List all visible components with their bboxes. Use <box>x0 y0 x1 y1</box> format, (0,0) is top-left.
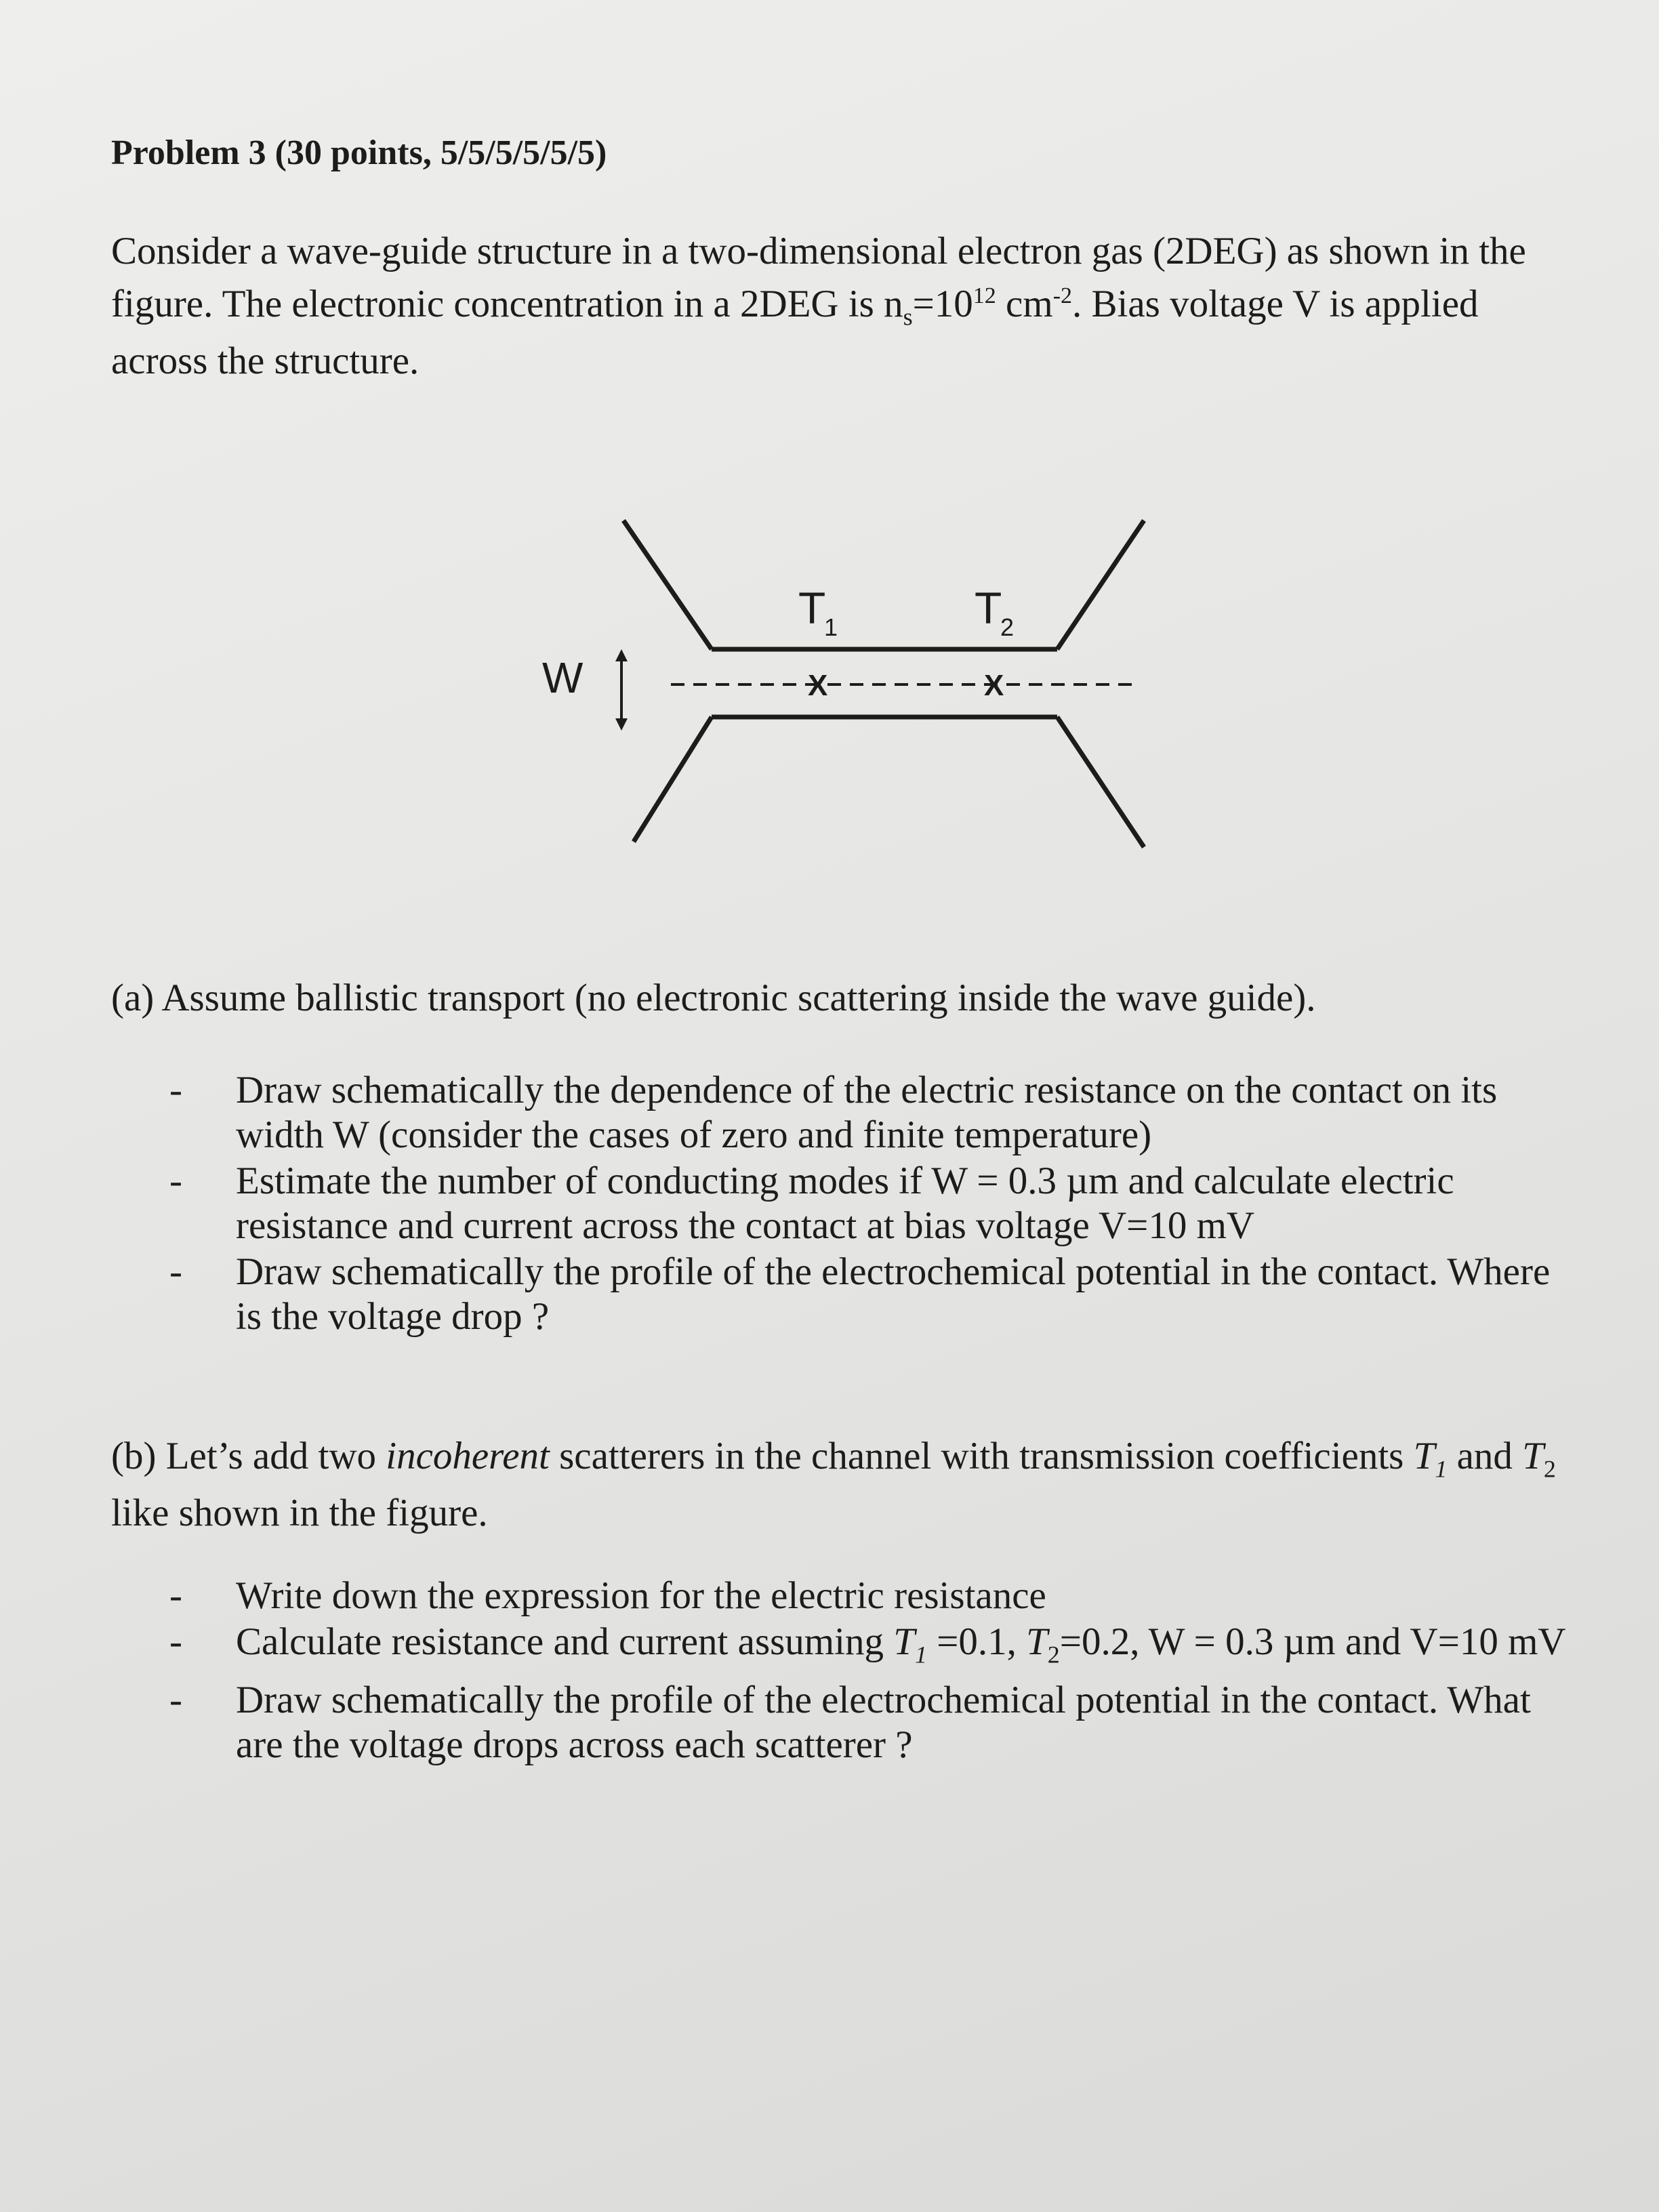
item-line: Draw schematically the dependence of the electric resistance on the contact on its <box>236 1069 1498 1111</box>
upper-right-wall <box>1057 520 1144 649</box>
item-line: are the voltage drops across each scatterer ? <box>236 1723 913 1767</box>
intro-text: . Bias voltage V is applied <box>1072 283 1479 325</box>
list-item <box>169 1159 1626 1248</box>
t1-subscript: 1 <box>1435 1455 1448 1483</box>
part-a-list <box>169 1068 1626 1340</box>
superscript-12: 12 <box>972 283 996 308</box>
upper-left-wall <box>623 520 712 649</box>
scatterer-1-marker: X <box>808 669 828 702</box>
part-b-heading-line-2: like shown in the figure. <box>111 1492 488 1535</box>
item-line: Estimate the number of conducting modes if W = 0.3 µm and calculate electric <box>236 1160 1454 1202</box>
problem-title: Problem 3 (30 points, 5/5/5/5/5/5) <box>111 134 607 172</box>
t2-symbol: T <box>1522 1435 1544 1477</box>
list-item <box>169 1068 1626 1158</box>
t2-symbol: T <box>1026 1620 1048 1663</box>
bullet-dash: - <box>169 1069 182 1111</box>
scatterer-2-marker: X <box>984 669 1004 702</box>
heading-emphasis: incoherent <box>386 1435 550 1477</box>
heading-text: (b) Let’s add two <box>111 1435 386 1477</box>
item-line: Write down the expression for the electric resistance <box>236 1574 1046 1617</box>
t2-subscript: 2 <box>1000 613 1015 641</box>
intro-line-2 <box>111 274 1616 339</box>
intro-text: figure. The electronic concentration in a 2DEG is n <box>111 283 903 325</box>
bullet-dash: - <box>169 1620 182 1663</box>
part-a-heading <box>111 976 1616 1021</box>
item-line: width W (consider the cases of zero and finite temperature) <box>236 1113 1152 1156</box>
list-item <box>169 1620 1626 1677</box>
bullet-dash: - <box>169 1250 182 1293</box>
t1-symbol: T <box>1413 1435 1435 1477</box>
list-item <box>169 1574 1626 1618</box>
list-item <box>169 1250 1626 1339</box>
heading-text: scatterers in the channel with transmission coefficients <box>549 1435 1414 1477</box>
t2-subscript: 2 <box>1047 1641 1060 1668</box>
t1-subscript: 1 <box>824 613 838 641</box>
item-text: =0.1, <box>926 1620 1027 1663</box>
t1-label: T <box>798 583 826 633</box>
lower-right-wall <box>1057 717 1144 847</box>
arrow-up-icon <box>615 649 628 661</box>
list-item <box>169 1678 1626 1767</box>
intro-paragraph <box>111 229 1616 384</box>
item-text: =0.2, W = 0.3 µm and V=10 mV <box>1059 1620 1566 1663</box>
bullet-dash: - <box>169 1574 182 1617</box>
subscript-s: s <box>903 303 913 331</box>
lower-left-wall <box>634 717 712 842</box>
item-line <box>236 1620 1626 1677</box>
heading-text: and <box>1447 1435 1523 1477</box>
intro-text: =10 <box>912 283 973 325</box>
intro-line-1: Consider a wave-guide structure in a two-dimensional electron gas (2DEG) as shown in the <box>111 230 1526 272</box>
item-line: is the voltage drop ? <box>236 1295 550 1338</box>
waveguide-figure <box>515 501 1166 854</box>
part-a-heading-text: (a) Assume ballistic transport (no electronic scattering inside the wave guide). <box>111 977 1316 1019</box>
t1-symbol: T <box>893 1620 915 1663</box>
part-b-list <box>169 1574 1626 1769</box>
part-b-heading-line-1 <box>111 1434 1616 1491</box>
item-line: resistance and current across the contact at bias voltage V=10 mV <box>236 1204 1255 1247</box>
superscript-minus-2: -2 <box>1052 283 1073 308</box>
arrow-down-icon <box>615 718 628 731</box>
intro-line-3: across the structure. <box>111 340 419 383</box>
bullet-dash: - <box>169 1679 182 1722</box>
item-text: Calculate resistance and current assuming <box>236 1620 894 1663</box>
t1-subscript: 1 <box>914 1641 927 1668</box>
bullet-dash: - <box>169 1160 182 1202</box>
item-line: Draw schematically the profile of the electrochemical potential in the contact. Where <box>236 1250 1551 1293</box>
width-label: W <box>542 653 583 702</box>
part-b-heading <box>111 1434 1616 1536</box>
item-line: Draw schematically the profile of the electrochemical potential in the contact. What <box>236 1679 1531 1722</box>
t2-subscript: 2 <box>1543 1455 1556 1483</box>
intro-text: cm <box>996 283 1053 325</box>
t2-label: T <box>975 583 1002 633</box>
